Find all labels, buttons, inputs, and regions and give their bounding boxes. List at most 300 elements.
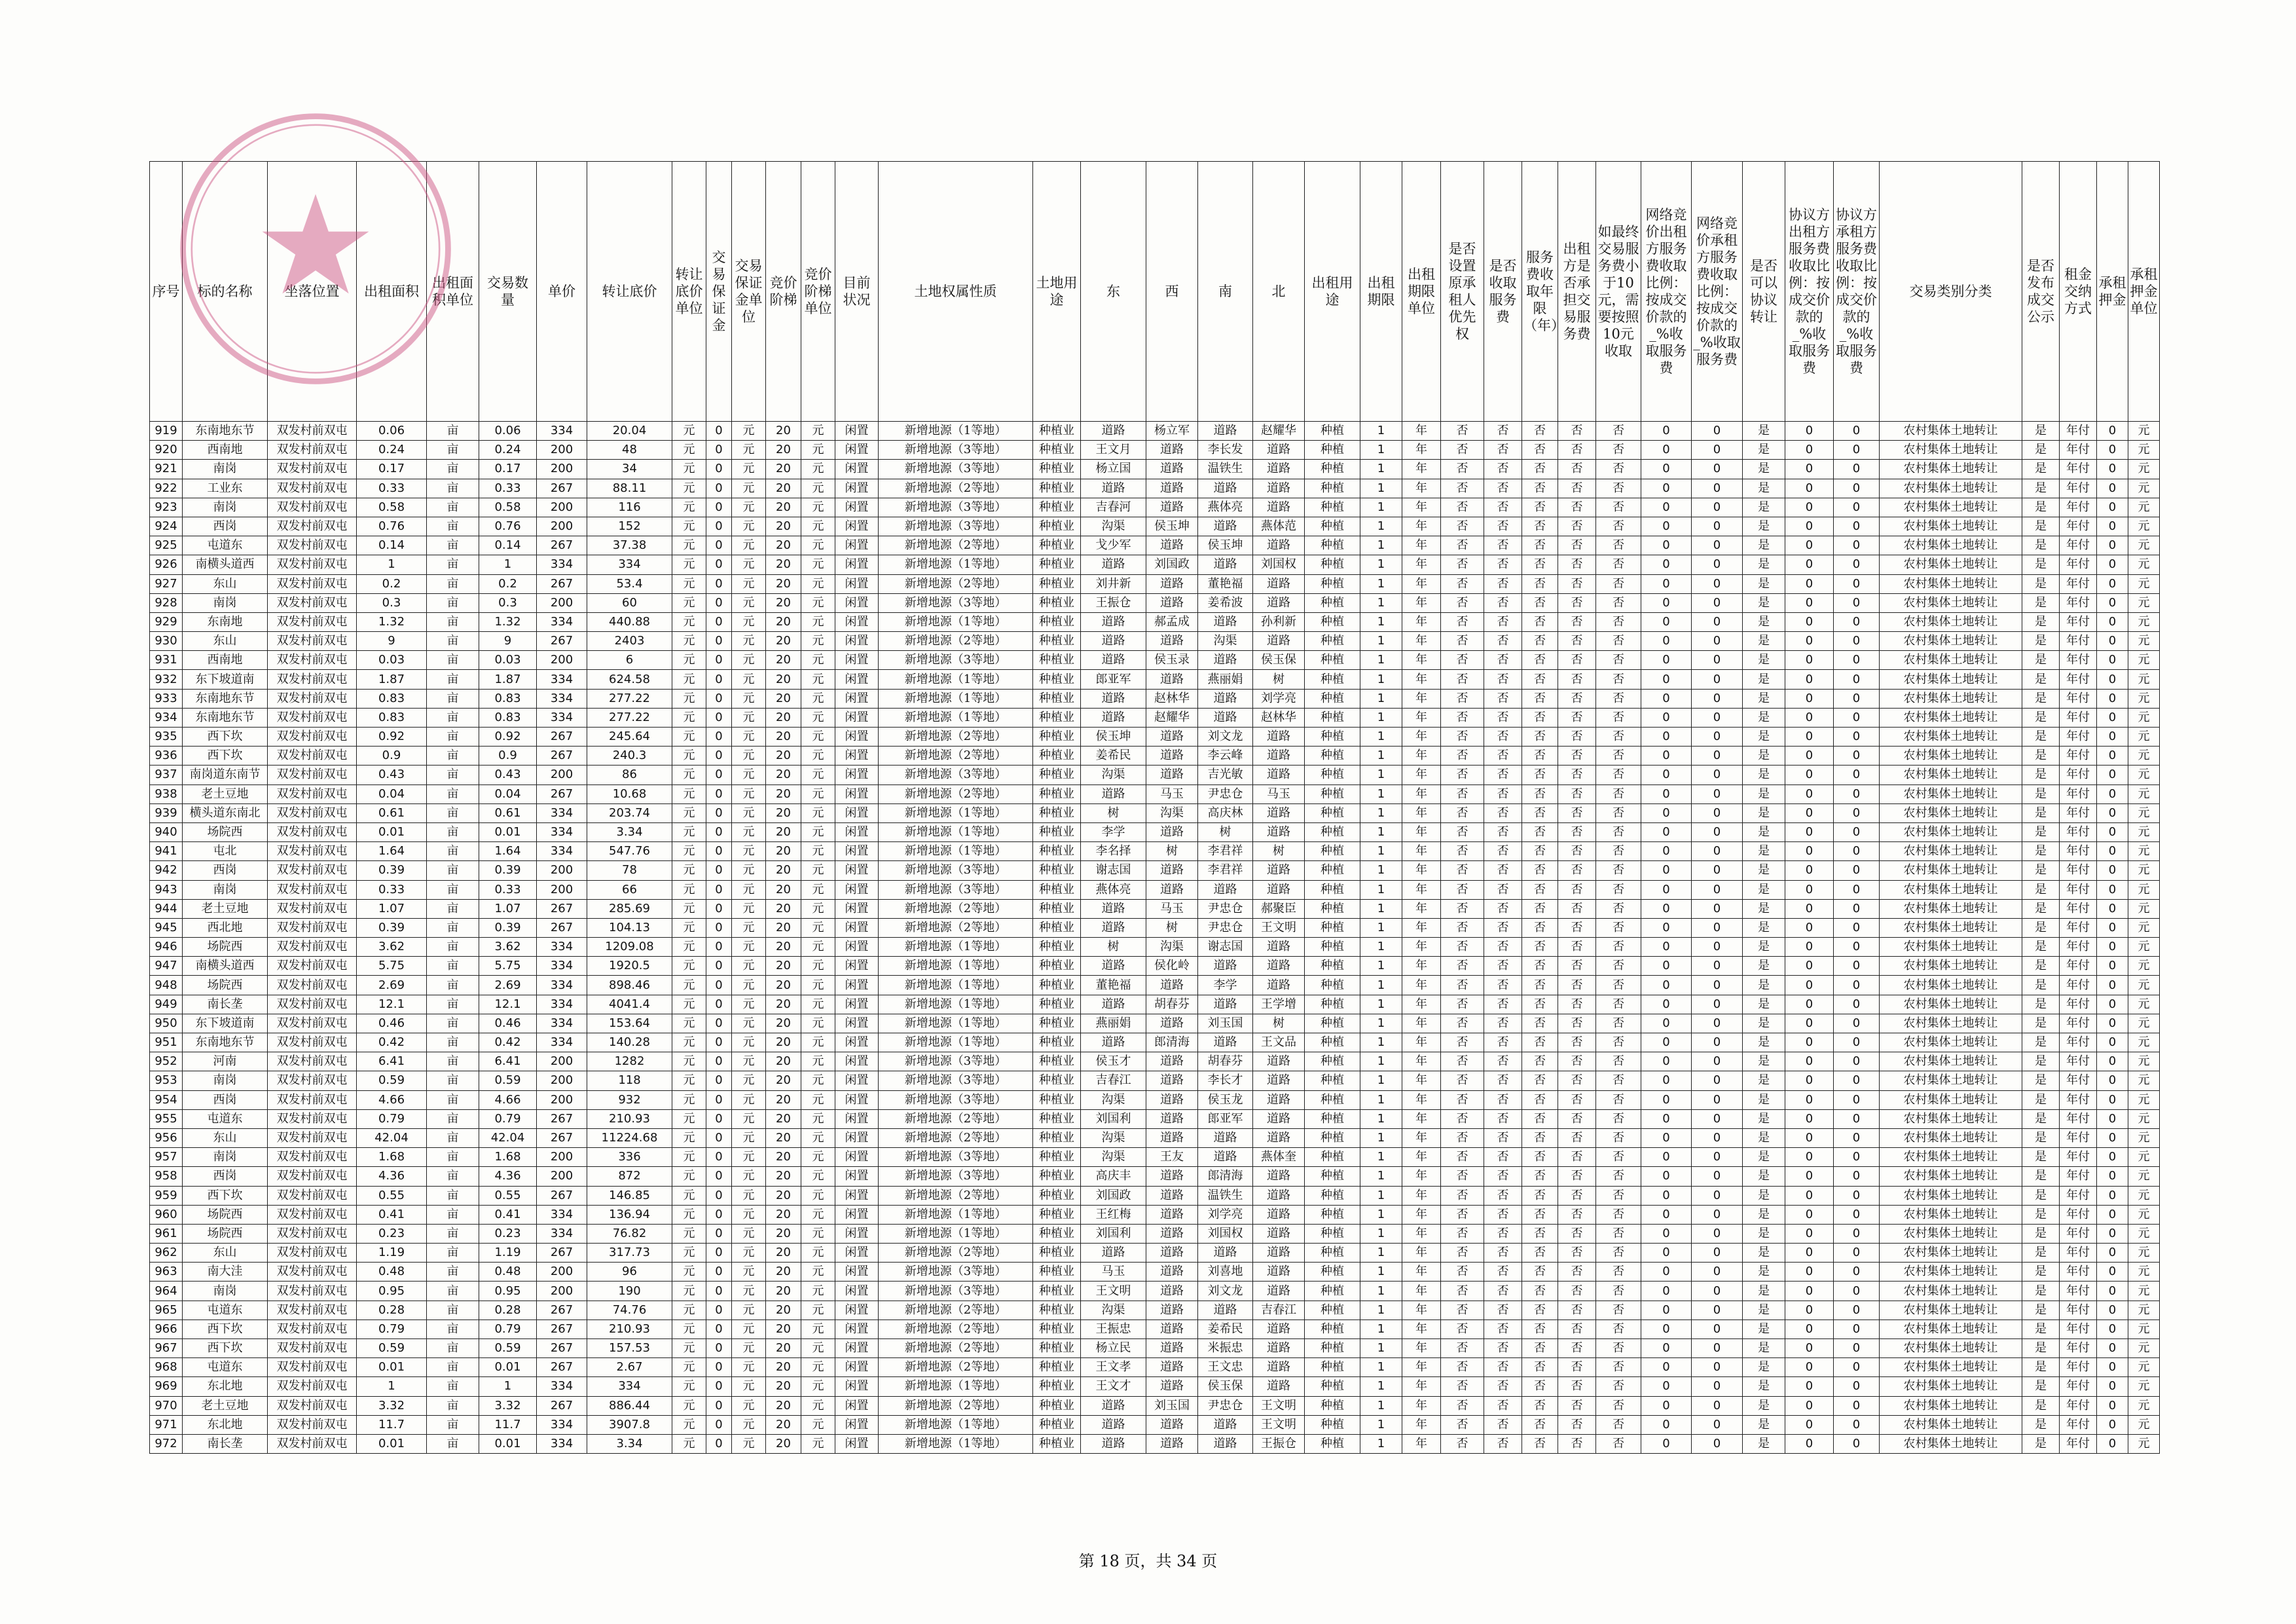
- table-cell: 元: [672, 1244, 706, 1263]
- table-cell: 亩: [427, 728, 479, 747]
- table-cell: 1: [479, 555, 537, 574]
- table-cell: 亩: [427, 708, 479, 727]
- table-row: [150, 1148, 2160, 1167]
- table-cell: 元: [2128, 689, 2160, 708]
- table-cell: 元: [2128, 555, 2160, 574]
- table-cell: 否: [1596, 1377, 1641, 1396]
- table-cell: 285.69: [587, 899, 672, 918]
- table-cell: 否: [1484, 1014, 1522, 1033]
- table-cell: 948: [150, 976, 183, 995]
- table-cell: 西岗: [183, 517, 268, 536]
- table-cell: 道路: [1081, 479, 1146, 498]
- table-cell: 亩: [427, 1224, 479, 1243]
- table-cell: 道路: [1198, 1033, 1253, 1052]
- table-cell: 0: [1641, 1090, 1692, 1109]
- table-cell: 年付: [2060, 1014, 2097, 1033]
- table-cell: 否: [1441, 1434, 1484, 1453]
- table-cell: 种植业: [1033, 460, 1081, 479]
- table-cell: 190: [587, 1282, 672, 1301]
- table-cell: 0: [1692, 995, 1743, 1014]
- table-cell: 郎清海: [1146, 1033, 1198, 1052]
- table-cell: 0: [1834, 1071, 1880, 1090]
- table-cell: 元: [732, 918, 766, 937]
- table-cell: 0: [1641, 803, 1692, 822]
- table-cell: 元: [801, 555, 835, 574]
- table-cell: 是: [2022, 612, 2060, 631]
- table-cell: 否: [1558, 1263, 1596, 1282]
- table-cell: 否: [1522, 555, 1558, 574]
- table-cell: 元: [732, 517, 766, 536]
- table-cell: 1: [1360, 1339, 1402, 1358]
- table-cell: 年付: [2060, 1052, 2097, 1071]
- table-cell: 王友: [1146, 1148, 1198, 1167]
- table-cell: 种植业: [1033, 670, 1081, 689]
- table-cell: 0: [1692, 612, 1743, 631]
- table-cell: 闲置: [835, 728, 879, 747]
- table-cell: 是: [2022, 1109, 2060, 1128]
- table-cell: 1: [1360, 1396, 1402, 1415]
- table-cell: 0: [2097, 441, 2128, 460]
- table-cell: 0: [1834, 632, 1880, 651]
- table-cell: 是: [1743, 479, 1785, 498]
- table-cell: 道路: [1146, 1415, 1198, 1434]
- table-cell: 树: [1198, 822, 1253, 841]
- table-cell: 964: [150, 1282, 183, 1301]
- table-row: [150, 1434, 2160, 1453]
- table-cell: 亩: [427, 670, 479, 689]
- table-cell: 是: [2022, 441, 2060, 460]
- table-cell: 0: [2097, 689, 2128, 708]
- table-cell: 152: [587, 517, 672, 536]
- table-cell: 亩: [427, 918, 479, 937]
- table-cell: 0: [1834, 422, 1880, 441]
- table-cell: 新增地源（3等地）: [879, 441, 1033, 460]
- table-cell: 道路: [1198, 880, 1253, 899]
- table-cell: 东南地东节: [183, 708, 268, 727]
- table-cell: 闲置: [835, 1320, 879, 1338]
- table-cell: 否: [1596, 422, 1641, 441]
- table-cell: 1: [1360, 1071, 1402, 1090]
- table-cell: 否: [1596, 822, 1641, 841]
- table-cell: 1: [1360, 747, 1402, 766]
- table-cell: 1: [1360, 479, 1402, 498]
- table-cell: 李学: [1198, 976, 1253, 995]
- table-cell: 种植业: [1033, 689, 1081, 708]
- table-cell: 932: [150, 670, 183, 689]
- table-cell: 元: [801, 1263, 835, 1282]
- table-cell: 0: [1834, 1224, 1880, 1243]
- table-cell: 道路: [1081, 651, 1146, 670]
- table-row: [150, 1320, 2160, 1338]
- table-cell: 941: [150, 842, 183, 861]
- table-cell: 尹忠仓: [1198, 918, 1253, 937]
- table-cell: 双发村前双屯: [268, 708, 357, 727]
- table-cell: 刘学亮: [1253, 689, 1305, 708]
- table-cell: 0: [1641, 1109, 1692, 1128]
- table-cell: 否: [1522, 728, 1558, 747]
- table-cell: 否: [1441, 1396, 1484, 1415]
- table-cell: 20: [766, 517, 801, 536]
- table-cell: 0: [1785, 1033, 1834, 1052]
- table-cell: 年: [1402, 861, 1441, 880]
- table-cell: 140.28: [587, 1033, 672, 1052]
- table-cell: 否: [1484, 1339, 1522, 1358]
- table-cell: 新增地源（1等地）: [879, 938, 1033, 957]
- table-cell: 118: [587, 1071, 672, 1090]
- table-cell: 是: [2022, 422, 2060, 441]
- table-cell: 侯玉龙: [1198, 1090, 1253, 1109]
- table-cell: 元: [2128, 728, 2160, 747]
- table-cell: 0: [1692, 1377, 1743, 1396]
- table-cell: 闲置: [835, 498, 879, 517]
- table-cell: 双发村前双屯: [268, 1205, 357, 1224]
- table-cell: 0: [1692, 1339, 1743, 1358]
- table-cell: 侯玉坤: [1081, 728, 1146, 747]
- table-cell: 双发村前双屯: [268, 899, 357, 918]
- table-row: [150, 766, 2160, 784]
- table-cell: 是: [1743, 803, 1785, 822]
- table-cell: 245.64: [587, 728, 672, 747]
- table-cell: 0.04: [357, 784, 427, 803]
- table-cell: 是: [2022, 995, 2060, 1014]
- table-cell: 新增地源（2等地）: [879, 918, 1033, 937]
- table-cell: 0: [2097, 498, 2128, 517]
- table-cell: 是: [1743, 1434, 1785, 1453]
- table-cell: 否: [1522, 976, 1558, 995]
- table-cell: 1: [1360, 460, 1402, 479]
- table-cell: 元: [801, 441, 835, 460]
- table-cell: 0.83: [357, 689, 427, 708]
- table-cell: 元: [732, 976, 766, 995]
- table-cell: 南岗: [183, 1071, 268, 1090]
- table-cell: 4.66: [357, 1090, 427, 1109]
- table-cell: 王文月: [1081, 441, 1146, 460]
- table-cell: 赵耀华: [1253, 422, 1305, 441]
- table-cell: 0.76: [357, 517, 427, 536]
- table-cell: 年付: [2060, 1090, 2097, 1109]
- table-cell: 否: [1441, 1301, 1484, 1320]
- table-cell: 元: [672, 976, 706, 995]
- table-cell: 元: [801, 995, 835, 1014]
- table-cell: 是: [2022, 1301, 2060, 1320]
- table-cell: 0: [706, 1052, 732, 1071]
- table-cell: 农村集体土地转让: [1880, 479, 2022, 498]
- table-cell: 场院西: [183, 1205, 268, 1224]
- table-cell: 0.2: [357, 574, 427, 593]
- table-cell: 横头道东南北: [183, 803, 268, 822]
- table-cell: 元: [2128, 574, 2160, 593]
- table-cell: 年付: [2060, 1224, 2097, 1243]
- table-cell: 亩: [427, 632, 479, 651]
- table-cell: 0: [1785, 822, 1834, 841]
- table-cell: 王文品: [1253, 1033, 1305, 1052]
- table-cell: 年: [1402, 708, 1441, 727]
- table-cell: 年付: [2060, 1358, 2097, 1377]
- table-cell: 是: [2022, 1339, 2060, 1358]
- table-cell: 否: [1522, 1320, 1558, 1338]
- table-cell: 道路: [1146, 670, 1198, 689]
- table-cell: 燕丽娟: [1198, 670, 1253, 689]
- table-cell: 否: [1558, 1014, 1596, 1033]
- table-cell: 1: [1360, 1090, 1402, 1109]
- table-cell: 元: [672, 479, 706, 498]
- table-cell: 种植: [1305, 766, 1360, 784]
- table-cell: 种植: [1305, 441, 1360, 460]
- column-header: 是否设置原承租人优先权: [1441, 162, 1484, 422]
- table-cell: 种植: [1305, 460, 1360, 479]
- table-cell: 否: [1522, 1282, 1558, 1301]
- column-header: 租金交纳方式: [2060, 162, 2097, 422]
- table-cell: 20: [766, 460, 801, 479]
- table-cell: 否: [1558, 593, 1596, 612]
- table-cell: 元: [2128, 498, 2160, 517]
- table-cell: 是: [1743, 1377, 1785, 1396]
- table-cell: 是: [2022, 1415, 2060, 1434]
- table-cell: 米振忠: [1198, 1339, 1253, 1358]
- table-cell: 元: [801, 1301, 835, 1320]
- table-cell: 元: [672, 1052, 706, 1071]
- table-cell: 是: [2022, 766, 2060, 784]
- table-cell: 道路: [1081, 708, 1146, 727]
- table-cell: 年付: [2060, 422, 2097, 441]
- table-cell: 沟渠: [1081, 1148, 1146, 1167]
- table-cell: 亩: [427, 803, 479, 822]
- table-row: [150, 1339, 2160, 1358]
- table-cell: 0: [1692, 784, 1743, 803]
- table-cell: 是: [2022, 880, 2060, 899]
- table-cell: 元: [2128, 1205, 2160, 1224]
- table-cell: 0.28: [357, 1301, 427, 1320]
- table-cell: 0: [706, 747, 732, 766]
- table-cell: 刘国政: [1146, 555, 1198, 574]
- table-cell: 否: [1522, 441, 1558, 460]
- table-cell: 267: [537, 1109, 587, 1128]
- table-cell: 燕体范: [1253, 517, 1305, 536]
- table-cell: 0: [1692, 1052, 1743, 1071]
- table-cell: 1: [1360, 766, 1402, 784]
- table-cell: 农村集体土地转让: [1880, 976, 2022, 995]
- table-cell: 农村集体土地转让: [1880, 708, 2022, 727]
- table-cell: 元: [2128, 1128, 2160, 1147]
- table-cell: 闲置: [835, 861, 879, 880]
- table-cell: 刘国利: [1081, 1224, 1146, 1243]
- table-cell: 20: [766, 1396, 801, 1415]
- column-header: 出租方是否承担交易服务费: [1558, 162, 1596, 422]
- table-cell: 屯道东: [183, 1301, 268, 1320]
- table-cell: 元: [732, 1205, 766, 1224]
- table-cell: 否: [1558, 842, 1596, 861]
- table-cell: 0.06: [357, 422, 427, 441]
- table-cell: 否: [1522, 498, 1558, 517]
- table-cell: 元: [732, 422, 766, 441]
- table-cell: 否: [1596, 632, 1641, 651]
- table-cell: 新增地源（2等地）: [879, 1244, 1033, 1263]
- table-cell: 0: [1641, 938, 1692, 957]
- table-cell: 否: [1484, 976, 1522, 995]
- table-cell: 新增地源（1等地）: [879, 670, 1033, 689]
- table-cell: 1282: [587, 1052, 672, 1071]
- table-cell: 道路: [1146, 479, 1198, 498]
- table-cell: 否: [1522, 1071, 1558, 1090]
- table-cell: 元: [672, 1358, 706, 1377]
- land-transfer-table-container: [149, 161, 2158, 1454]
- table-cell: 否: [1596, 976, 1641, 995]
- table-cell: 双发村前双屯: [268, 1167, 357, 1186]
- table-cell: 0: [1785, 976, 1834, 995]
- table-cell: 12.1: [479, 995, 537, 1014]
- table-cell: 是: [1743, 708, 1785, 727]
- table-cell: 是: [2022, 1224, 2060, 1243]
- table-cell: 0: [1785, 1167, 1834, 1186]
- table-cell: 否: [1522, 1434, 1558, 1453]
- table-cell: 否: [1522, 536, 1558, 555]
- table-cell: 元: [2128, 1109, 2160, 1128]
- table-cell: 是: [2022, 1167, 2060, 1186]
- table-cell: 1: [357, 1377, 427, 1396]
- table-cell: 否: [1558, 1148, 1596, 1167]
- table-cell: 元: [801, 536, 835, 555]
- table-cell: 杨立国: [1081, 460, 1146, 479]
- table-cell: 9: [479, 632, 537, 651]
- table-cell: 0: [1692, 536, 1743, 555]
- table-cell: 亩: [427, 1282, 479, 1301]
- table-cell: 20: [766, 861, 801, 880]
- table-cell: 1.87: [357, 670, 427, 689]
- table-cell: 西南地: [183, 441, 268, 460]
- table-cell: 东山: [183, 574, 268, 593]
- table-cell: 亩: [427, 1167, 479, 1186]
- table-cell: 年: [1402, 918, 1441, 937]
- table-cell: 农村集体土地转让: [1880, 1128, 2022, 1147]
- table-cell: 116: [587, 498, 672, 517]
- table-cell: 否: [1441, 708, 1484, 727]
- table-cell: 否: [1522, 880, 1558, 899]
- table-cell: 年付: [2060, 593, 2097, 612]
- table-cell: 南大洼: [183, 1263, 268, 1282]
- table-cell: 闲置: [835, 612, 879, 631]
- table-cell: 元: [801, 670, 835, 689]
- table-cell: 农村集体土地转让: [1880, 689, 2022, 708]
- table-cell: 334: [537, 803, 587, 822]
- column-header: 交易类别分类: [1880, 162, 2022, 422]
- table-cell: 否: [1596, 1301, 1641, 1320]
- table-cell: 0.41: [357, 1205, 427, 1224]
- table-cell: 道路: [1081, 1396, 1146, 1415]
- table-cell: 双发村前双屯: [268, 880, 357, 899]
- table-cell: 道路: [1081, 555, 1146, 574]
- table-cell: 种植: [1305, 976, 1360, 995]
- table-cell: 0: [1834, 460, 1880, 479]
- table-cell: 亩: [427, 1128, 479, 1147]
- table-cell: 种植: [1305, 1282, 1360, 1301]
- table-cell: 道路: [1146, 1167, 1198, 1186]
- table-cell: 农村集体土地转让: [1880, 536, 2022, 555]
- table-cell: 0: [706, 1282, 732, 1301]
- table-cell: 元: [672, 1263, 706, 1282]
- table-cell: 1.19: [479, 1244, 537, 1263]
- table-cell: 西岗: [183, 861, 268, 880]
- table-cell: 年付: [2060, 498, 2097, 517]
- table-cell: 道路: [1253, 1090, 1305, 1109]
- table-cell: 南横头道西: [183, 555, 268, 574]
- table-cell: 否: [1558, 784, 1596, 803]
- table-cell: 953: [150, 1071, 183, 1090]
- table-cell: 0: [1641, 651, 1692, 670]
- table-cell: 0.14: [479, 536, 537, 555]
- table-cell: 道路: [1253, 766, 1305, 784]
- table-cell: 谢志国: [1081, 861, 1146, 880]
- table-cell: 元: [672, 842, 706, 861]
- table-cell: 闲置: [835, 670, 879, 689]
- table-cell: 0: [1785, 938, 1834, 957]
- table-cell: 元: [2128, 938, 2160, 957]
- table-cell: 双发村前双屯: [268, 1090, 357, 1109]
- table-cell: 0: [1641, 632, 1692, 651]
- table-cell: 元: [801, 1282, 835, 1301]
- table-cell: 0: [1834, 708, 1880, 727]
- table-cell: 961: [150, 1224, 183, 1243]
- table-cell: 20: [766, 1339, 801, 1358]
- table-cell: 双发村前双屯: [268, 861, 357, 880]
- table-cell: 0.2: [479, 574, 537, 593]
- table-cell: 1: [1360, 708, 1402, 727]
- table-cell: 元: [672, 593, 706, 612]
- table-cell: 0: [1785, 1128, 1834, 1147]
- table-cell: 种植业: [1033, 766, 1081, 784]
- table-cell: 闲置: [835, 1263, 879, 1282]
- table-cell: 0: [1785, 574, 1834, 593]
- table-cell: 0: [706, 1224, 732, 1243]
- table-cell: 否: [1558, 479, 1596, 498]
- table-cell: 20: [766, 1148, 801, 1167]
- table-cell: 元: [732, 1358, 766, 1377]
- table-cell: 1: [1360, 1033, 1402, 1052]
- table-cell: 双发村前双屯: [268, 995, 357, 1014]
- table-cell: 947: [150, 957, 183, 976]
- table-cell: 元: [732, 784, 766, 803]
- table-cell: 道路: [1146, 1244, 1198, 1263]
- table-cell: 20: [766, 555, 801, 574]
- table-cell: 否: [1441, 1244, 1484, 1263]
- table-cell: 否: [1558, 1339, 1596, 1358]
- table-cell: 刘玉国: [1198, 1014, 1253, 1033]
- table-cell: 道路: [1081, 1415, 1146, 1434]
- table-cell: 种植业: [1033, 1282, 1081, 1301]
- table-cell: 否: [1484, 632, 1522, 651]
- table-cell: 是: [1743, 1263, 1785, 1282]
- table-cell: 0: [1692, 670, 1743, 689]
- table-cell: 年: [1402, 1186, 1441, 1205]
- table-cell: 元: [732, 651, 766, 670]
- table-cell: 元: [2128, 747, 2160, 766]
- table-cell: 元: [672, 899, 706, 918]
- table-cell: 否: [1596, 957, 1641, 976]
- table-cell: 0: [706, 479, 732, 498]
- column-header: 单价: [537, 162, 587, 422]
- table-cell: 否: [1558, 938, 1596, 957]
- table-cell: 否: [1441, 1052, 1484, 1071]
- table-cell: 是: [1743, 976, 1785, 995]
- table-cell: 双发村前双屯: [268, 766, 357, 784]
- table-cell: 334: [537, 422, 587, 441]
- table-cell: 954: [150, 1090, 183, 1109]
- table-cell: 元: [732, 536, 766, 555]
- table-cell: 闲置: [835, 593, 879, 612]
- table-cell: 年: [1402, 1377, 1441, 1396]
- table-cell: 96: [587, 1263, 672, 1282]
- table-cell: 965: [150, 1301, 183, 1320]
- table-cell: 新增地源（3等地）: [879, 1071, 1033, 1090]
